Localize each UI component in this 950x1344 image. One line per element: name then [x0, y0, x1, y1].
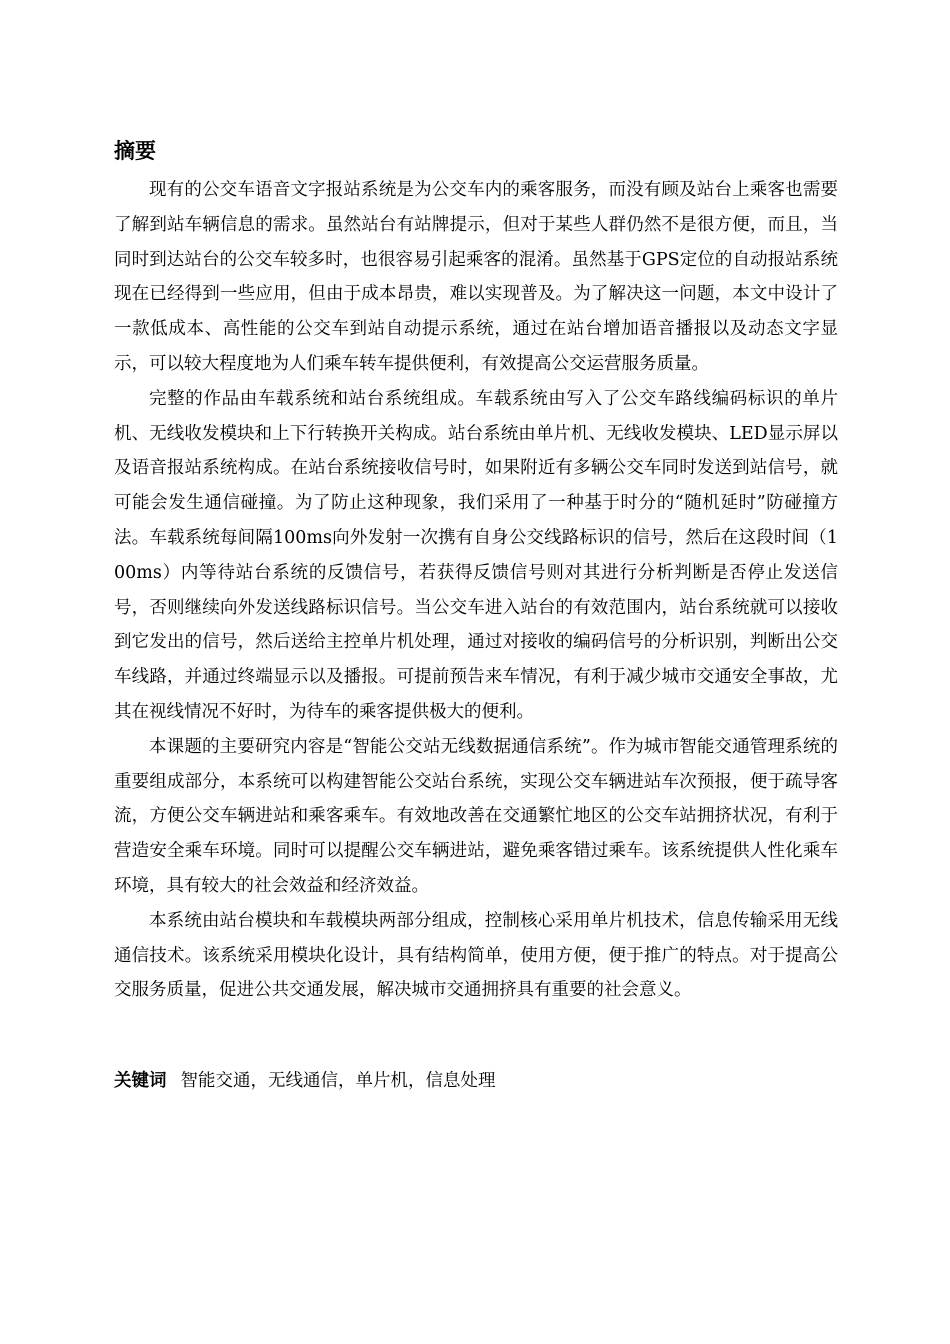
keywords-line: [114, 1064, 496, 1099]
abstract-title: 摘要: [114, 139, 156, 163]
keywords-text: 智能交通，无线通信，单片机，信息处理: [180, 1071, 496, 1091]
abstract-paragraph-1: 现有的公交车语音文字报站系统是为公交车内的乘客服务，而没有顾及站台上乘客也需要了解到站车辆信息的需求。虽然站台有站牌提示，但对于某些人群仍然不是很方便，而且，当同时到达站台的公交车较多时，也很容易引起乘客的混淆。虽然基于GPS定位的自动报站系统现在已经得到一些应用，但由于成本昂贵，难以实现普及。为了解决这一问题，本文中设计了一款低成本、高性能的公交车到站自动提示系统，通过在站台增加语音播报以及动态文字显示，可以较大程度地为人们乘车转车提供便利，有效提高公交运营服务质量。: [114, 180, 838, 374]
abstract-paragraph-3: 本课题的主要研究内容是“智能公交站无线数据通信系统”。作为城市智能交通管理系统的重要组成部分，本系统可以构建智能公交站台系统，实现公交车辆进站车次预报，便于疏导客流，方便公交车辆进站和乘客乘车。有效地改善在交通繁忙地区的公交车站拥挤状况，有利于营造安全乘车环境。同时可以提醒公交车辆进站，避免乘客错过乘车。该系统提供人性化乘车环境，具有较大的社会效益和经济效益。: [114, 736, 838, 896]
abstract-body: [114, 173, 838, 1008]
keywords-label: 关键词: [114, 1071, 167, 1091]
abstract-paragraph-4: 本系统由站台模块和车载模块两部分组成，控制核心采用单片机技术，信息传输采用无线通信技术。该系统采用模块化设计，具有结构简单，使用方便，便于推广的特点。对于提高公交服务质量，促进公共交通发展，解决城市交通拥挤具有重要的社会意义。: [114, 910, 838, 1001]
abstract-paragraph-2: 完整的作品由车载系统和站台系统组成。车载系统由写入了公交车路线编码标识的单片机、无线收发模块和上下行转换开关构成。站台系统由单片机、无线收发模块、LED显示屏以及语音报站系统构成。在站台系统接收信号时，如果附近有多辆公交车同时发送到站信号，就可能会发生通信碰撞。为了防止这种现象，我们采用了一种基于时分的“随机延时”防碰撞方法。车载系统每间隔100ms向外发射一次携有自身公交线路标识的信号，然后在这段时间（100ms）内等待站台系统的反馈信号，若获得反馈信号则对其进行分析判断是否停止发送信号，否则继续向外发送线路标识信号。当公交车进入站台的有效范围内，站台系统就可以接收到它发出的信号，然后送给主控单片机处理，通过对接收的编码信号的分析识别，判断出公交车线路，并通过终端显示以及播报。可提前预告来车情况，有利于减少城市交通安全事故，尤其在视线情况不好时，为待车的乘客提供极大的便利。: [114, 388, 838, 722]
